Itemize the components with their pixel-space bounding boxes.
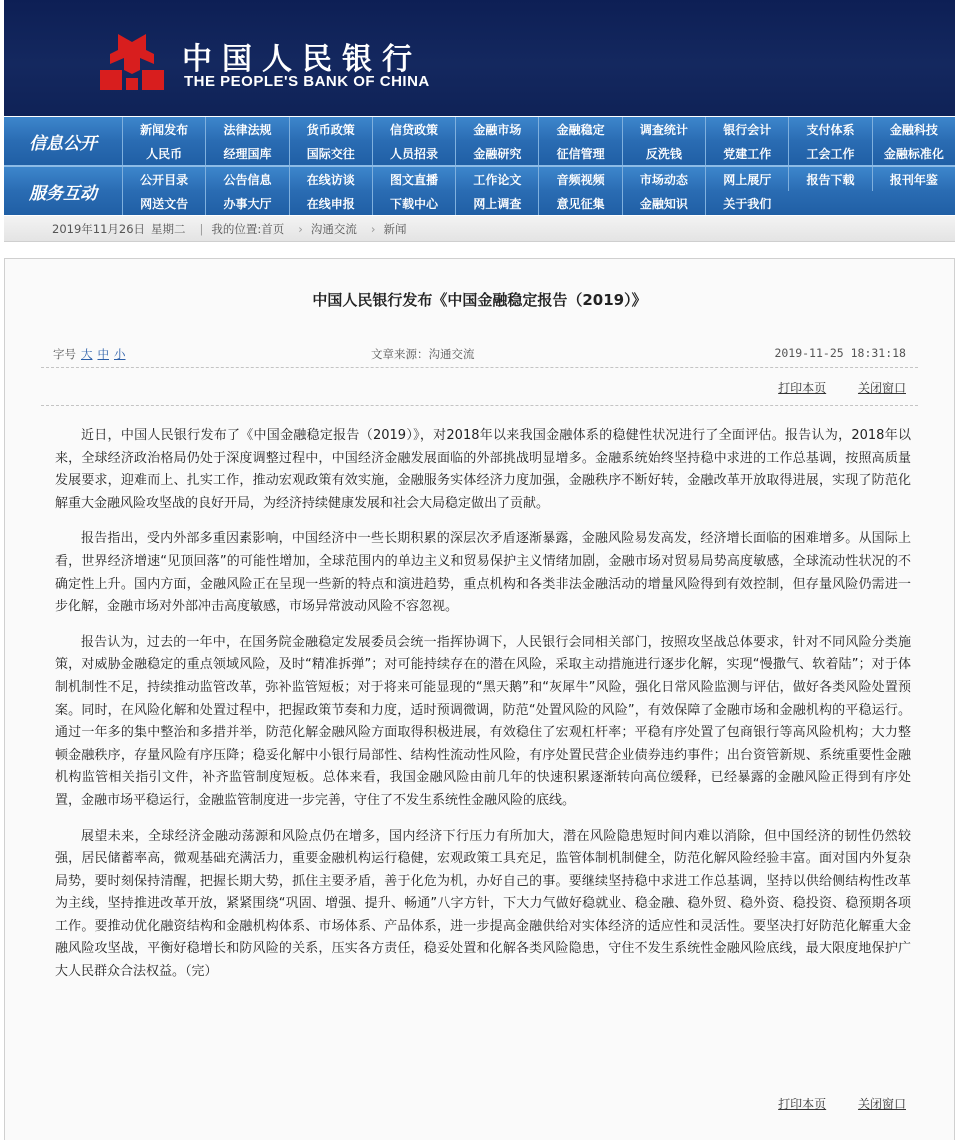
print-page-link[interactable]: 打印本页 [778,1097,827,1111]
article-body [55,425,911,997]
article-timestamp: 2019-11-25 18:31:18 [774,346,906,360]
nav-section-service: 服务互动 [29,183,97,204]
pboc-logo-icon[interactable] [96,30,168,94]
breadcrumb [4,216,955,242]
nav-item[interactable]: 金融市场 [455,117,538,141]
nav-item[interactable]: 下载中心 [372,191,455,215]
article-paragraph: 报告指出，受内外部多重因素影响，中国经济中一些长期积累的深层次矛盾逐渐暴露，金融风险易发高发，经济增长面临的困难增多。从国际上看，世界经济增速“见顶回落”的可能性增加，全球范围内的单边主义和贸易保护主义情绪加剧，金融市场对贸易局势高度敏感，全球流动性状况的不确定性上升。国内方面，金融风险正在呈现一些新的特点和演进趋势，重点机构和各类非法金融活动的增量风险得到有效控制，但存量风险仍需进一步化解，金融市场对外部冲击高度敏感，市场异常波动风险不容忽视。 [55,531,911,615]
chevron-right-icon: › [370,221,376,236]
nav-item[interactable]: 在线申报 [289,191,372,215]
nav-item[interactable]: 调查统计 [622,117,705,141]
meta-divider [41,367,918,368]
breadcrumb-location-label: 我的位置: [211,221,262,236]
nav-item[interactable]: 党建工作 [705,141,788,165]
nav-row-service-1 [122,167,955,191]
logo-chinese-name[interactable]: 中国人民银行 [182,42,422,77]
font-size-medium-link[interactable]: 中 [97,347,109,361]
article-paragraph: 近日，中国人民银行发布了《中国金融稳定报告（2019）》，对2018年以来我国金融体系的稳健性状况进行了全面评估。报告认为，2018年以来，全球经济政治格局仍处于深度调整过程中，中国经济金融发展面临的外部挑战明显增多。金融系统始终坚持稳中求进的工作总基调，按照高质量发展要求，迎难而上、扎实工作，推动宏观政策有效实施，金融服务实体经济力度加强，金融秩序不断好转，金融改革开放取得进展，实现了防范化解重大金融风险攻坚战的良好开局，为经济持续健康发展和社会大局稳定做出了贡献。 [55,428,911,511]
nav-item[interactable]: 网送文告 [122,191,205,215]
article-paragraph: 报告认为，过去的一年中，在国务院金融稳定发展委员会统一指挥协调下，人民银行会同相关部门，按照攻坚战总体要求，针对不同风险分类施策，对威胁金融稳定的重点领域风险，及时“精准拆弹”；对可能持续存在的潜在风险，采取主动措施进行逐步化解，实现“慢撒气、软着陆”；对于体制机制性不足，持续推动监管改革，弥补监管短板；对于将来可能显现的“黑天鹅”和“灰犀牛”风险，强化日常风险监测与评估，做好各类风险处置预案。同时，在风险化解和处置过程中，把握政策节奏和力度，适时预调微调，防范“处置风险的风险”，有效保障了金融市场和金融机构的平稳运行。通过一年多的集中整治和多措并举，防范化解金融风险方面取得积极进展，有效稳住了宏观杠杆率；平稳有序处置了包商银行等高风险机构；大力整顿金融秩序，存量风险有序压降；稳妥化解中小银行局部性、结构性流动性风险，有序处置民营企业债券违约事件；出台资管新规、系统重要性金融机构监管相关指引文件，补齐监管制度短板。总体来看，我国金融风险由前几年的快速积累逐渐转向高位缓释，已经暴露的金融风险正得到有序处置，金融市场平稳运行，金融监管制度进一步完善，守住了不发生系统性金融风险的底线。 [55,634,911,808]
nav-item[interactable]: 工作论文 [455,167,538,191]
nav-item[interactable]: 经理国库 [205,141,288,165]
nav-item[interactable]: 音频视频 [538,167,621,191]
breadcrumb-home-link[interactable]: 首页 [261,221,285,236]
nav-item[interactable]: 法律法规 [205,117,288,141]
nav-item[interactable]: 反洗钱 [622,141,705,165]
nav-item[interactable]: 金融知识 [622,191,705,215]
nav-item[interactable]: 关于我们 [705,191,788,215]
nav-item[interactable]: 金融标准化 [872,141,955,165]
nav-item[interactable]: 金融研究 [455,141,538,165]
nav-row-info-2 [122,141,955,165]
article-meta [5,346,954,362]
chevron-right-icon: › [298,221,303,236]
print-page-link[interactable]: 打印本页 [778,381,827,395]
current-weekday: 星期二 [151,221,186,236]
breadcrumb-communication-link[interactable]: 沟通交流 [310,221,357,236]
nav-item[interactable]: 报告下载 [788,167,871,191]
nav-item[interactable]: 银行会计 [705,117,788,141]
logo-english-name[interactable]: THE PEOPLE'S BANK OF CHINA [184,73,430,90]
nav-item[interactable]: 工会工作 [788,141,871,165]
font-size-small-link[interactable]: 小 [114,347,126,361]
nav-item[interactable]: 公开目录 [122,167,205,191]
toolbar-divider [41,405,918,406]
nav-item[interactable]: 公告信息 [205,167,288,191]
article-paragraph: 展望未来，全球经济金融动荡源和风险点仍在增多，国内经济下行压力有所加大，潜在风险隐患短时间内难以消除，但中国经济的韧性仍然较强，居民储蓄率高，微观基础充满活力，重要金融机构运行稳健，宏观政策工具充足，监管体制机制健全，防范化解风险经验丰富。面对国内外复杂局势，要时刻保持清醒，把握长期大势，抓住主要矛盾，善于化危为机，办好自己的事。要继续坚持稳中求进工作总基调，坚持以供给侧结构性改革为主线，坚持推进改革开放，紧紧围绕“巩固、增强、提升、畅通”八字方针，下大力气做好稳就业、稳金融、稳外贸、稳外资、稳投资、稳预期各项工作。要推动优化融资结构和金融机构体系、市场体系、产品体系，进一步提高金融供给对实体经济的适应性和灵活性。要坚决打好防范化解重大金融风险攻坚战，平衡好稳增长和防风险的关系，压实各方责任，稳妥处置和化解各类风险隐患，守住不发生系统性金融风险底线，最大限度地保护广大人民群众合法权益。（完） [55,828,911,980]
nav-item[interactable]: 国际交往 [289,141,372,165]
close-window-link[interactable]: 关闭窗口 [857,1097,906,1111]
current-date: 2019年11月26日 [52,221,146,236]
nav-item[interactable]: 信贷政策 [372,117,455,141]
nav-row-service-2 [122,191,788,215]
article-toolbar-bottom [750,1095,906,1112]
breadcrumb-news-link[interactable]: 新闻 [383,221,407,236]
nav-item[interactable]: 人员招录 [372,141,455,165]
nav-item[interactable]: 市场动态 [622,167,705,191]
nav-item[interactable]: 支付体系 [788,117,871,141]
nav-item[interactable]: 办事大厅 [205,191,288,215]
nav-item[interactable]: 金融稳定 [538,117,621,141]
nav-item[interactable]: 意见征集 [538,191,621,215]
nav-item[interactable]: 网上展厅 [705,167,788,191]
font-size-large-link[interactable]: 大 [81,347,93,361]
nav-row-info-1 [122,117,955,141]
site-banner [4,0,955,116]
article-source: 文章来源：沟通交流 [371,347,475,361]
article-container [4,258,955,1140]
main-nav [4,117,955,215]
nav-section-info: 信息公开 [29,133,97,154]
article-toolbar-top [750,379,906,396]
nav-item[interactable]: 在线访谈 [289,167,372,191]
nav-item[interactable]: 征信管理 [538,141,621,165]
article-title: 中国人民银行发布《中国金融稳定报告（2019）》 [312,291,647,309]
nav-item[interactable]: 人民币 [122,141,205,165]
nav-item[interactable]: 报刊年鉴 [872,167,955,191]
nav-item[interactable]: 图文直播 [372,167,455,191]
font-size-label: 字号 [53,347,76,361]
breadcrumb-divider: | [199,221,204,236]
nav-item[interactable]: 货币政策 [289,117,372,141]
nav-item[interactable]: 网上调查 [455,191,538,215]
nav-item[interactable]: 金融科技 [872,117,955,141]
close-window-link[interactable]: 关闭窗口 [857,381,906,395]
font-size-control [53,346,126,362]
nav-item[interactable]: 新闻发布 [122,117,205,141]
